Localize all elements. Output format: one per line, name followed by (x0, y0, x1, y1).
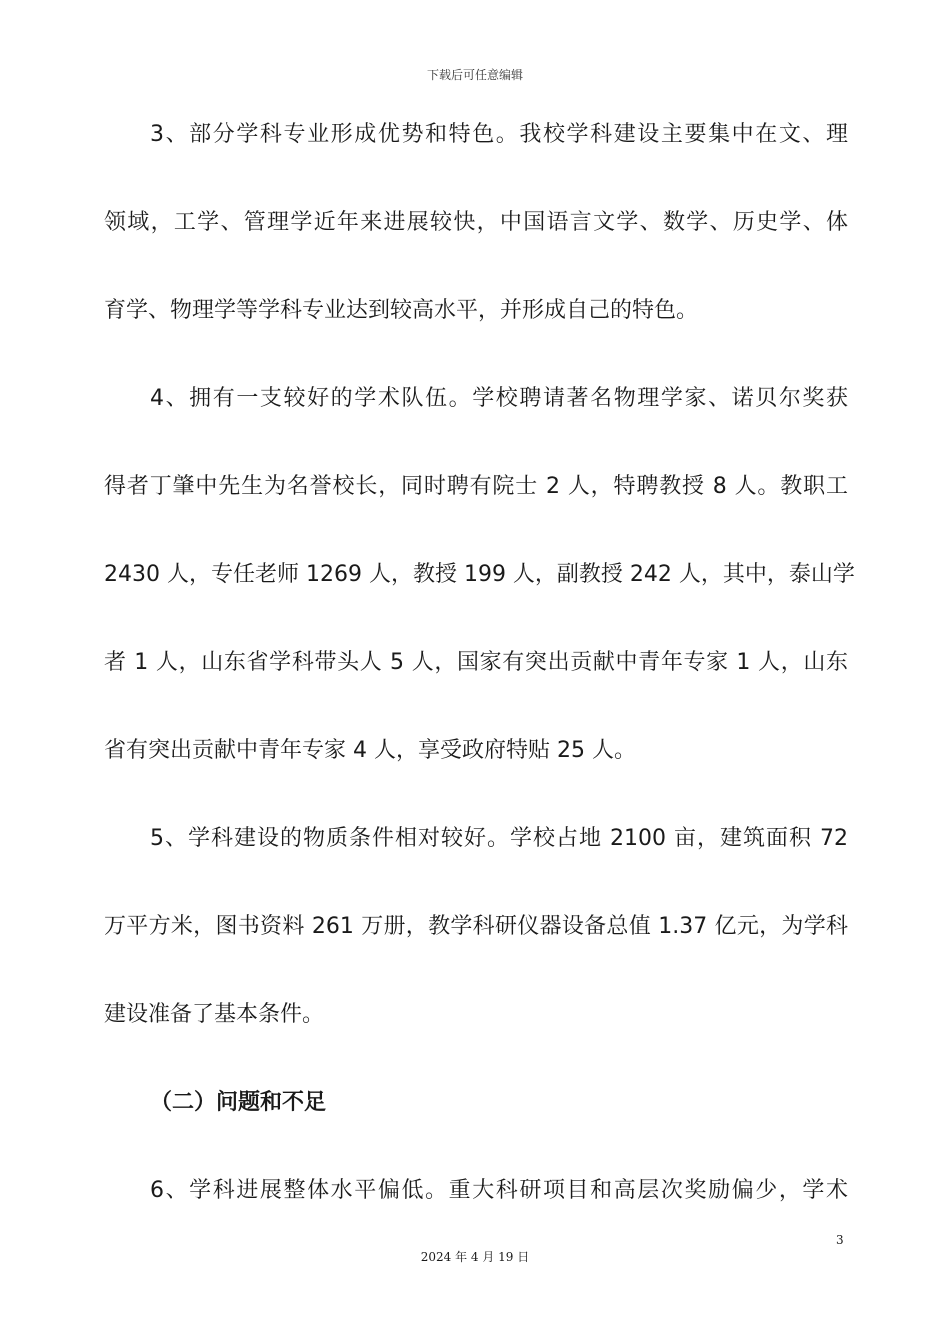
paragraph-line: 得者丁肇中先生为名誉校长，同时聘有院士 2 人，特聘教授 8 人。教职工 (104, 474, 848, 499)
page-footer-date: 2024 年 4 月 19 日 (420, 1250, 530, 1264)
section-heading: （二）问题和不足 (150, 1090, 327, 1115)
paragraph-line: 3、部分学科专业形成优势和特色。我校学科建设主要集中在文、理 (150, 122, 848, 147)
paragraph-line: 领域，工学、管理学近年来进展较快，中国语言文学、数学、历史学、体 (104, 210, 848, 235)
paragraph-line: 5、学科建设的物质条件相对较好。学校占地 2100 亩，建筑面积 72 (150, 826, 848, 851)
paragraph-line: 2430 人，专任老师 1269 人，教授 199 人，副教授 242 人，其中，泰山学 (104, 562, 855, 587)
paragraph-line: 建设准备了基本条件。 (104, 1002, 325, 1027)
paragraph-line: 万平方米，图书资料 261 万册，教学科研仪器设备总值 1.37 亿元，为学科 (104, 914, 848, 939)
page-header: 下载后可任意编辑 (426, 68, 523, 82)
paragraph-line: 育学、物理学等学科专业达到较高水平，并形成自己的特色。 (104, 298, 699, 323)
paragraph-line: 4、拥有一支较好的学术队伍。学校聘请著名物理学家、诺贝尔奖获 (150, 386, 848, 411)
paragraph-line: 省有突出贡献中青年专家 4 人，享受政府特贴 25 人。 (104, 738, 636, 763)
paragraph-line: 6、学科进展整体水平偏低。重大科研项目和高层次奖励偏少，学术 (150, 1178, 848, 1203)
paragraph-line: 者 1 人，山东省学科带头人 5 人，国家有突出贡献中青年专家 1 人，山东 (104, 650, 848, 675)
page-number: 3 (836, 1233, 844, 1247)
document-body (104, 113, 855, 1257)
